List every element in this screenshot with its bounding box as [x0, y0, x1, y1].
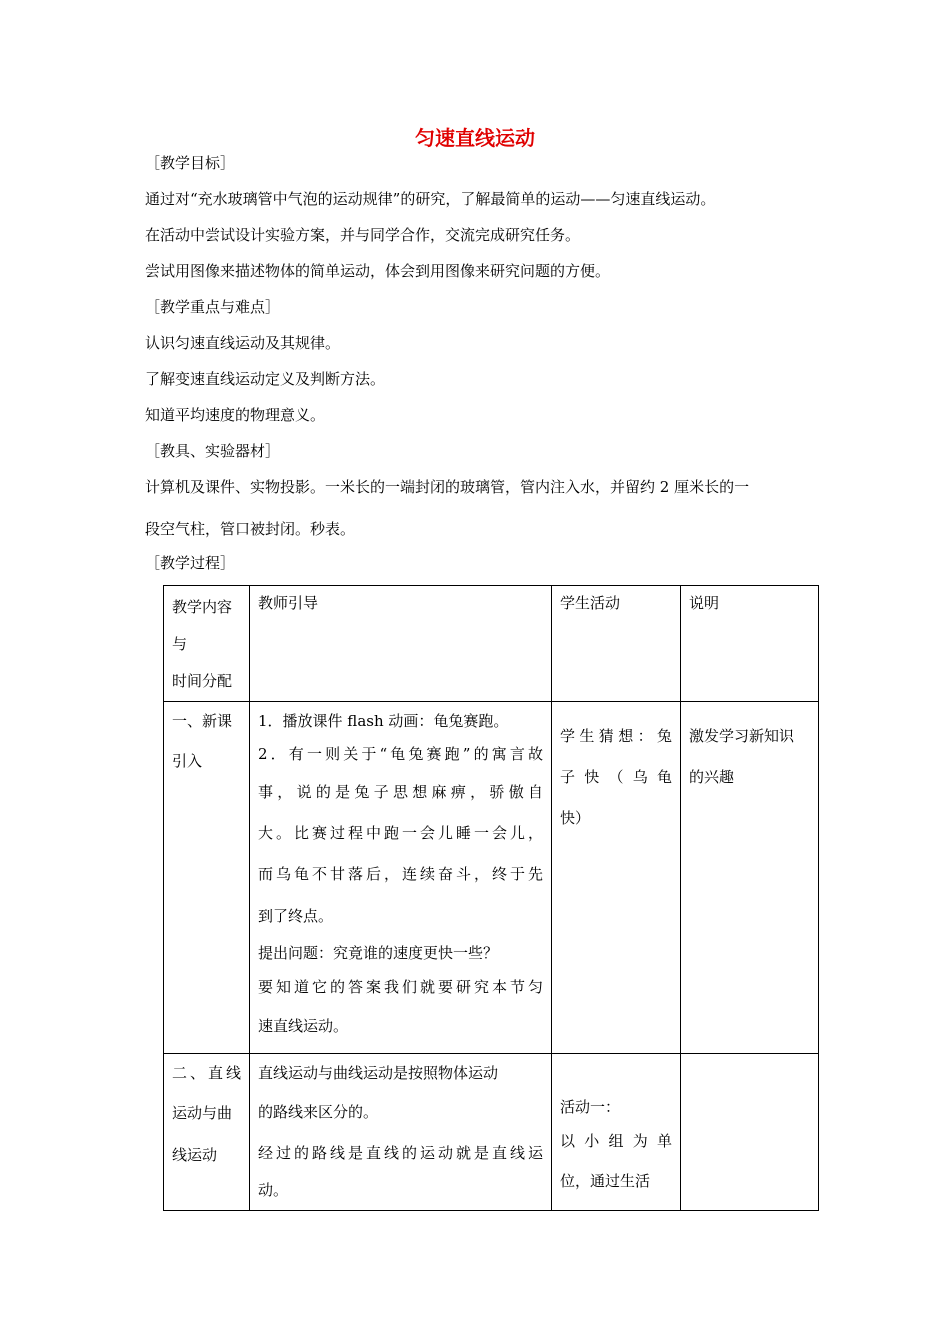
row-1-content: [164, 702, 250, 1054]
key-points-heading: ［教学重点与难点］: [145, 298, 281, 316]
table-row: [164, 1054, 819, 1211]
header-note: [681, 586, 819, 702]
row-1-teacher-line-1: 1．播放课件 flash 动画：龟兔赛跑。: [258, 712, 509, 730]
materials-heading: ［教具、实验器材］: [145, 442, 281, 460]
key-point-3: 知道平均速度的物理意义。: [145, 406, 326, 424]
key-point-1: 认识匀速直线运动及其规律。: [145, 334, 341, 352]
row-2-student: [552, 1054, 681, 1211]
row-1-teacher-line-7: 提出问题：究竟谁的速度更快一些？: [258, 944, 499, 962]
materials-line-1: 计算机及课件、实物投影。一米长的一端封闭的玻璃管，管内注入水，并留约 2 厘米长的一: [145, 478, 750, 496]
header-student: [552, 586, 681, 702]
objectives-heading: ［教学目标］: [145, 154, 236, 172]
row-1-note-line-2: 的兴趣: [689, 768, 735, 786]
row-2-teacher-line-4: 动。: [258, 1181, 289, 1199]
row-1-teacher-line-4: 大。比赛过程中跑一会儿睡一会儿，: [258, 824, 543, 842]
row-1-note: [681, 702, 819, 1054]
row-2-note: [681, 1054, 819, 1211]
row-1-student-line-2: 子快（乌龟: [560, 768, 672, 786]
row-2-teacher: [250, 1054, 552, 1211]
row-2-teacher-line-2: 的路线来区分的。: [258, 1103, 379, 1121]
header-content-line-2: 与: [172, 635, 188, 653]
row-2-teacher-line-3: 经过的路线是直线的运动就是直线运: [258, 1144, 543, 1162]
row-2-content-line-3: 线运动: [172, 1146, 218, 1164]
header-note-label: 说明: [689, 594, 720, 612]
row-2-student-line-1: 活动一：: [560, 1098, 621, 1116]
row-2-content: [164, 1054, 250, 1211]
header-content-line-3: 时间分配: [172, 672, 233, 690]
key-point-2: 了解变速直线运动定义及判断方法。: [145, 370, 386, 388]
row-1-teacher-line-6: 到了终点。: [258, 907, 334, 925]
row-2-content-line-2: 运动与曲: [172, 1104, 233, 1122]
row-1-teacher-line-3: 事，说的是兔子思想麻痹，骄傲自: [258, 783, 543, 801]
row-1-student-line-3: 快）: [560, 809, 591, 827]
header-content: [164, 586, 250, 702]
row-1-teacher-line-8: 要知道它的答案我们就要研究本节匀: [258, 978, 543, 996]
teaching-process-table: [163, 585, 819, 1211]
header-content-line-1: 教学内容: [172, 598, 233, 616]
row-1-teacher-line-9: 速直线运动。: [258, 1017, 349, 1035]
objective-1: 通过对“充水玻璃管中气泡的运动规律”的研究，了解最简单的运动——匀速直线运动。: [145, 190, 716, 208]
row-1-note-line-1: 激发学习新知识: [689, 727, 795, 745]
row-1-content-line-1: 一、新课: [172, 712, 233, 730]
objective-3: 尝试用图像来描述物体的简单运动，体会到用图像来研究问题的方便。: [145, 262, 611, 280]
header-student-label: 学生活动: [560, 594, 621, 612]
document-title: 匀速直线运动: [415, 126, 535, 150]
header-teacher-label: 教师引导: [258, 594, 319, 612]
process-heading: ［教学过程］: [145, 554, 236, 572]
objective-2: 在活动中尝试设计实验方案，并与同学合作，交流完成研究任务。: [145, 226, 581, 244]
table-row: [164, 702, 819, 1054]
row-2-student-line-2: 以小组为单: [560, 1132, 672, 1150]
header-teacher: [250, 586, 552, 702]
row-1-student: [552, 702, 681, 1054]
materials-line-2: 段空气柱，管口被封闭。秒表。: [145, 520, 356, 538]
row-1-teacher: [250, 702, 552, 1054]
row-1-teacher-line-5: 而乌龟不甘落后，连续奋斗，终于先: [258, 865, 543, 883]
row-1-teacher-line-2: 2．有一则关于“龟兔赛跑”的寓言故: [258, 745, 543, 763]
table-header-row: [164, 586, 819, 702]
row-1-content-line-2: 引入: [172, 752, 203, 770]
row-2-content-line-1: 二、直线: [172, 1064, 241, 1082]
row-1-student-line-1: 学生猜想：兔: [560, 727, 672, 745]
row-2-teacher-line-1: 直线运动与曲线运动是按照物体运动: [258, 1064, 499, 1082]
row-2-student-line-3: 位，通过生活: [560, 1172, 651, 1190]
